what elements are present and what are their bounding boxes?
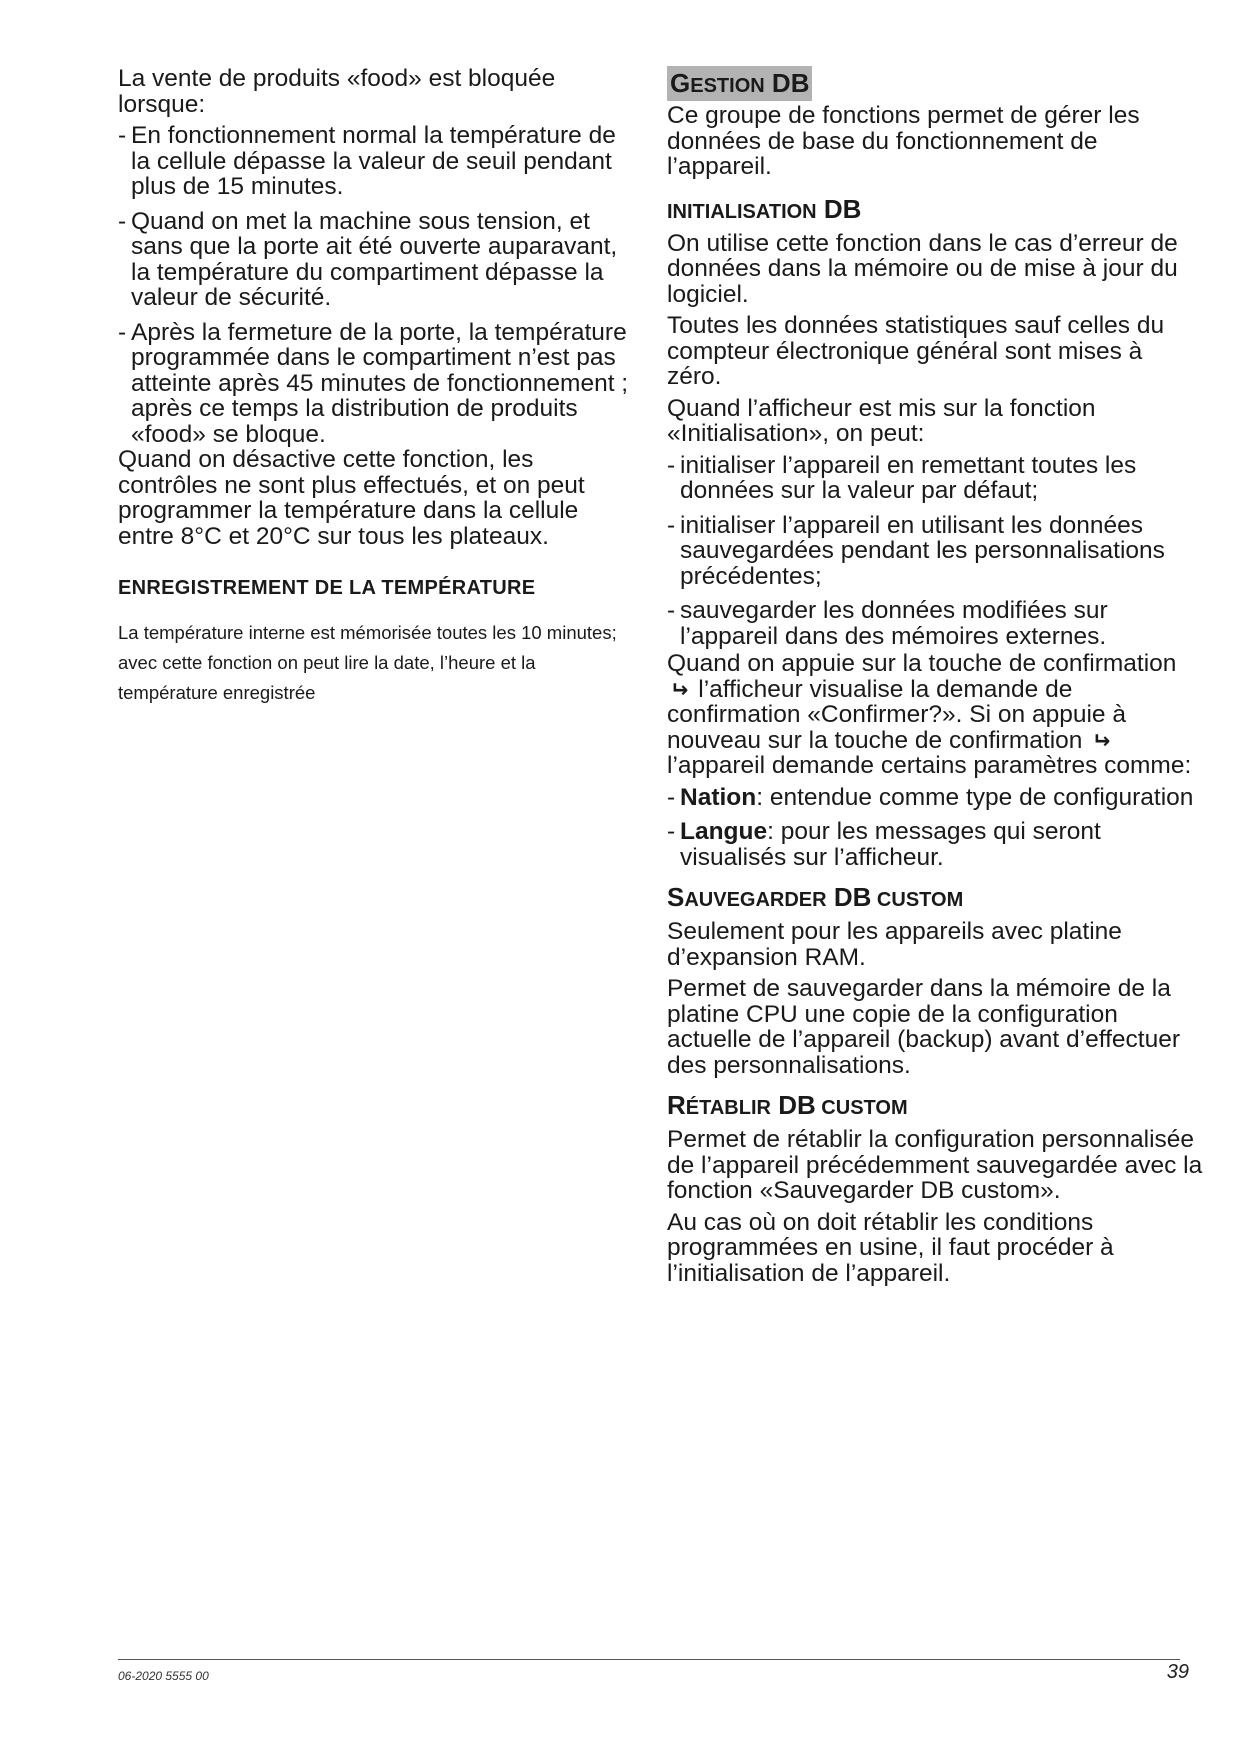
list-item: - Nation: entendue comme type de configuration (667, 785, 1203, 811)
init-paragraph-1: On utilise cette fonction dans le cas d’erreur de données dans la mémoire ou de mise à jour du logiciel. (667, 229, 1178, 308)
gestion-db-text: Ce groupe de fonctions permet de gérer les données de base du fonctionnement de l’appareil. (667, 102, 1140, 180)
enter-key-icon: ↵ (670, 676, 689, 702)
sauvegarder-paragraph-1: Seulement pour les appareils avec platine d’expansion RAM. (667, 918, 1122, 971)
list-item: - sauvegarder les données modifiées sur l’appareil dans des mémoires externes. (667, 598, 1203, 649)
confirmation-paragraph: Quand on appuie sur la touche de confirmation ↵ l’afficheur visualise la demande de confirmation «Confirmer?». Si on appuie à nouveau sur la touche de confirmation ↵ l’appareil demande certains paramètres comme: (667, 650, 1192, 779)
list-item: - Langue: pour les messages qui seront visualisés sur l’afficheur. (667, 819, 1203, 870)
retablir-paragraph-1: Permet de rétablir la configuration personnalisée de l’appareil précédemment sauvegardée avec la fonction «Sauvegarder DB custom». (667, 1126, 1203, 1204)
parameters-list (667, 785, 1203, 871)
list-item: - initialiser l’appareil en utilisant les données sauvegardées pendant les personnalisations précédentes; (667, 513, 1203, 590)
page-number: 39 (1166, 1661, 1189, 1683)
initialisation-db-heading: INITIALISATION DB (667, 193, 862, 224)
list-item: - initialiser l’appareil en remettant toutes les données sur la valeur par défaut; (667, 453, 1203, 504)
list-item: - Quand on met la machine sous tension, et sans que la porte ait été ouverte auparavant, la température du compartiment dépasse la valeur de sécurité. (118, 209, 638, 311)
deactivation-paragraph: Quand on désactive cette fonction, les contrôles ne sont plus effectués, et on peut programmer la température dans la cellule entre 8°C et 20°C sur tous les plateaux. (118, 446, 585, 550)
blocking-conditions-list (118, 123, 638, 447)
enter-key-icon: ↵ (1092, 727, 1111, 753)
retablir-paragraph-2: Au cas où on doit rétablir les conditions programmées en usine, il faut procéder à l’initialisation de l’appareil. (667, 1208, 1114, 1287)
right-column (667, 66, 1203, 1292)
init-paragraph-2: Toutes les données statistiques sauf celles du compteur électronique général sont mises à zéro. (667, 312, 1165, 390)
temperature-recording-heading: ENREGISTREMENT DE LA TEMPÉRATURE (118, 577, 536, 599)
sauvegarder-db-custom-heading: SAUVEGARDER DB CUSTOM (667, 882, 964, 912)
left-column (118, 66, 638, 708)
sauvegarder-paragraph-2: Permet de sauvegarder dans la mémoire de la platine CPU une copie de la configuration actuelle de l’appareil (backup) avant d’effectuer des personnalisations. (667, 975, 1181, 1079)
document-reference: 06-2020 5555 00 (118, 1669, 209, 1683)
intro-paragraph: La vente de produits «food» est bloquée lorsque: (118, 65, 556, 118)
retablir-db-custom-heading: RÉTABLIR DB CUSTOM (667, 1090, 908, 1120)
init-paragraph-3: Quand l’afficheur est mis sur la fonction «Initialisation», on peut: (667, 394, 1096, 447)
list-item: - En fonctionnement normal la température de la cellule dépasse la valeur de seuil pendant plus de 15 minutes. (118, 123, 638, 200)
gestion-db-heading: GESTION DB (667, 66, 812, 101)
temperature-recording-text: La température interne est mémorisée toutes les 10 minutes; avec cette fonction on peut lire la date, l’heure et la température enregistrée (118, 622, 617, 703)
footer-divider (118, 1659, 1180, 1660)
list-item: - Après la fermeture de la porte, la température programmée dans le compartiment n’est pas atteinte après 45 minutes de fonctionnement ; après ce temps la distribution de produits «food» se bloque. (118, 320, 638, 448)
init-options-list (667, 453, 1203, 650)
